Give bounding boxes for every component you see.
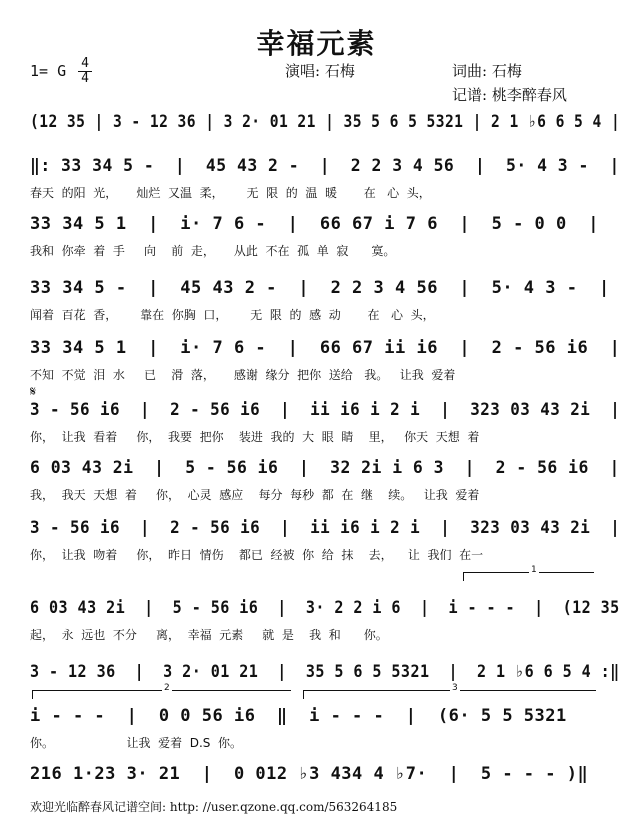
staff-lyrics: 春天 的阳 光， 灿烂 又温 柔， 无 限 的 温 暖 在 心 头，: [30, 186, 431, 200]
staff-notes: 3 - 12 36 | 3 2· 01 21 | 35 5 6 5 5321 | 2 1 ♭6 6 5 4 :‖: [30, 662, 620, 682]
staff-notes: 33 34 5 1 | i· 7 6 - | 66 67 ii i6 | 2 - 56 i6 |: [30, 338, 621, 358]
composer-name: 石梅: [491, 62, 522, 80]
staff-lyrics: 我和 你牵 着 手 向 前 走， 从此 不在 孤 单 寂 寞。: [30, 244, 396, 258]
staff-notes: i - - - | 0 0 56 i6 ‖ i - - - | (6· 5 5 5321: [30, 706, 567, 726]
staff-notes: 3 - 56 i6 | 2 - 56 i6 | ii i6 i 2 i | 323 03 43 2i |: [30, 518, 621, 538]
volta-bracket-2: [32, 683, 291, 699]
key-signature: 1= G: [30, 62, 67, 80]
segno-sign: 𝄋: [30, 384, 37, 400]
staff-notes: (12 35 | 3 - 12 36 | 3 2· 01 21 | 35 5 6 5 5321 | 2 1 ♭6 6 5 4 |: [30, 112, 621, 132]
staff-notes: 33 34 5 - | 45 43 2 - | 2 2 3 4 56 | 5· 4 3 - |: [30, 278, 610, 298]
staff-lyrics: 你。 让我 爱着 D.S 你。: [30, 736, 243, 750]
singer-credit: [285, 60, 355, 81]
staff-lyrics: 我， 我天 天想 着 你， 心灵 感应 每分 每秒 都 在 继 续。 让我 爱着: [30, 488, 480, 502]
staff-lyrics: 不知 不觉 泪 水 已 滑 落， 感谢 缘分 把你 送给 我。 让我 爱着: [30, 368, 456, 382]
volta-bracket-3: [303, 683, 596, 699]
volta-number: 2: [164, 683, 170, 693]
time-signature-top: 4: [81, 56, 89, 71]
staff-notes: 33 34 5 1 | i· 7 6 - | 66 67 i 7 6 | 5 - 0 0 |: [30, 214, 599, 234]
staff-notes: ‖: 33 34 5 - | 45 43 2 - | 2 2 3 4 56 | 5· 4 3 - |: [30, 156, 620, 176]
staff-notes: 6 03 43 2i | 5 - 56 i6 | 3· 2 2 i 6 | i - - - | (12 35: [30, 598, 620, 618]
composer-label: 词曲:: [452, 62, 488, 80]
transcriber-credit: [452, 84, 567, 105]
volta-number: 3: [452, 683, 458, 693]
volta-bracket-1: [463, 565, 594, 581]
footer-credit: 欢迎光临醉春风记谱空间: http: //user.qzone.qq.com/563264185: [30, 800, 398, 814]
song-title: 幸福元素: [256, 27, 377, 60]
transcriber-label: 记谱:: [452, 86, 488, 104]
composer-credit: [452, 60, 522, 81]
volta-number: 1: [531, 565, 537, 575]
staff-lyrics: 起， 永 远也 不分 离， 幸福 元素 就 是 我 和 你。: [30, 628, 388, 642]
staff-notes: 216 1·23 3· 21 | 0 012 ♭3 434 4 ♭7· | 5 - - - )‖: [30, 764, 589, 784]
singer-label: 演唱:: [285, 62, 321, 80]
staff-notes: 3 - 56 i6 | 2 - 56 i6 | ii i6 i 2 i | 323 03 43 2i |: [30, 400, 621, 420]
time-signature: [78, 58, 92, 85]
staff-lyrics: 闻着 百花 香， 靠在 你胸 口， 无 限 的 感 动 在 心 头，: [30, 308, 435, 322]
staff-notes: 6 03 43 2i | 5 - 56 i6 | 32 2i i 6 3 | 2 - 56 i6 |: [30, 458, 620, 478]
staff-lyrics: 你， 让我 吻着 你， 昨日 情伤 都已 经被 你 给 抹 去， 让 我们 在一: [30, 548, 484, 562]
time-signature-bottom: 4: [81, 71, 89, 86]
transcriber-name: 桃李醉春风: [491, 86, 567, 104]
staff-lyrics: 你， 让我 看着 你， 我要 把你 装进 我的 大 眼 睛 里， 你天 天想 着: [30, 430, 480, 444]
singer-name: 石梅: [324, 62, 355, 80]
